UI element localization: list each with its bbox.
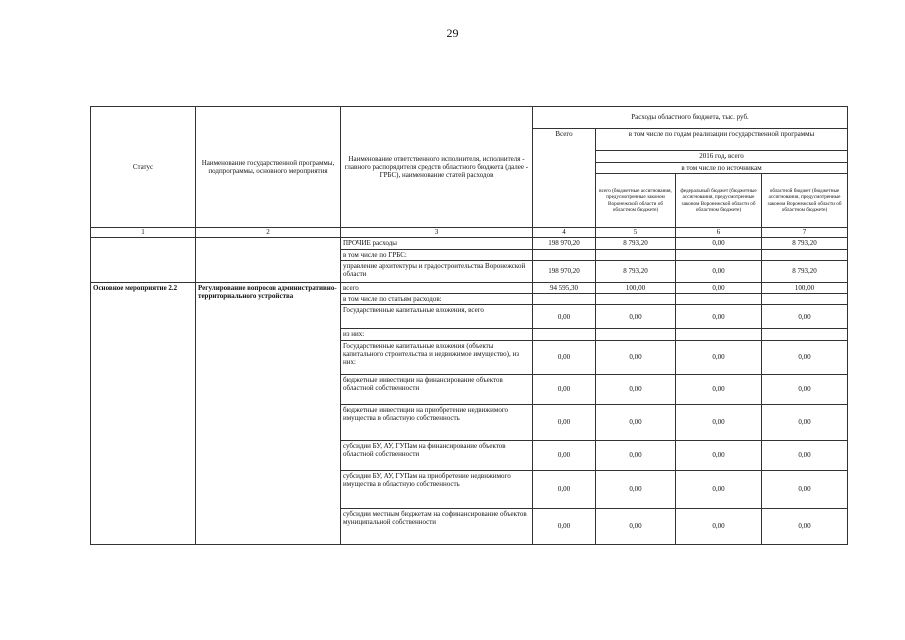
value-2016-federal: 0,00 (676, 374, 762, 404)
table-row (91, 237, 848, 249)
value-2016-regional: 0,00 (762, 374, 848, 404)
header-executor: Наименование ответственного исполнителя, исполнителя - главного распорядителя средств областного бюджета (далее - ГРБС), наименование статей расходов (341, 107, 533, 228)
value-2016-all: 0,00 (596, 440, 676, 470)
header-total: Всего (533, 129, 596, 228)
value-total (533, 329, 596, 340)
column-number: 4 (533, 228, 596, 237)
value-2016-regional: 8 793,20 (762, 237, 848, 249)
header-by-years: в том числе по годам реализации государственной программы (596, 129, 848, 151)
value-2016-all: 0,00 (596, 404, 676, 440)
value-2016-federal: 0,00 (676, 282, 762, 293)
status-cell (91, 237, 196, 282)
value-2016-all: 8 793,20 (596, 260, 676, 282)
row-label: Государственные капитальные вложения (объекты капитального строительства и недвижимое имущество), из них: (341, 340, 533, 374)
value-2016-regional (762, 329, 848, 340)
row-label: субсидии местным бюджетам на софинансирование объектов муниципальной собственности (341, 508, 533, 544)
column-number: 1 (91, 228, 196, 237)
value-2016-all: 0,00 (596, 340, 676, 374)
value-2016-all: 100,00 (596, 282, 676, 293)
value-2016-regional: 100,00 (762, 282, 848, 293)
row-label: в том числе по статьям расходов: (341, 294, 533, 305)
value-2016-federal: 0,00 (676, 260, 762, 282)
column-number: 5 (596, 228, 676, 237)
value-2016-regional: 0,00 (762, 470, 848, 508)
header-source-regional: областной бюджет (бюджетные ассигнования, предусмотренные законом Воронежской области об областном бюджете) (762, 174, 848, 228)
value-2016-regional: 0,00 (762, 340, 848, 374)
row-label: субсидии БУ, АУ, ГУПам на приобретение недвижимого имущества в областную собственность (341, 470, 533, 508)
value-2016-federal: 0,00 (676, 237, 762, 249)
value-2016-regional: 0,00 (762, 440, 848, 470)
header-expenses: Расходы областного бюджета, тыс. руб. (533, 107, 848, 129)
value-total: 198 970,20 (533, 237, 596, 249)
value-total: 0,00 (533, 340, 596, 374)
value-2016-all (596, 249, 676, 260)
page-number: 29 (446, 26, 459, 40)
table-row (91, 282, 848, 293)
column-number: 7 (762, 228, 848, 237)
row-label: ПРОЧИЕ расходы (341, 237, 533, 249)
value-2016-all: 8 793,20 (596, 237, 676, 249)
column-number: 3 (341, 228, 533, 237)
value-2016-regional: 8 793,20 (762, 260, 848, 282)
value-total: 0,00 (533, 470, 596, 508)
value-total: 0,00 (533, 305, 596, 329)
value-2016-all (596, 329, 676, 340)
value-total (533, 249, 596, 260)
value-2016-all (596, 294, 676, 305)
value-2016-federal: 0,00 (676, 440, 762, 470)
header-source-all: всего (бюджетные ассигнования, предусмотренные законом Воронежской области об областном бюджете) (596, 174, 676, 228)
value-2016-federal (676, 294, 762, 305)
value-2016-regional: 0,00 (762, 508, 848, 544)
value-total: 0,00 (533, 508, 596, 544)
row-label: бюджетные инвестиции на приобретение недвижимого имущества в областную собственность (341, 404, 533, 440)
row-label: в том числе по ГРБС: (341, 249, 533, 260)
value-total (533, 294, 596, 305)
row-label: всего (341, 282, 533, 293)
value-2016-regional (762, 249, 848, 260)
value-total: 94 595,30 (533, 282, 596, 293)
value-2016-federal: 0,00 (676, 508, 762, 544)
column-number: 6 (676, 228, 762, 237)
row-label: управление архитектуры и градостроительства Воронежской области (341, 260, 533, 282)
value-2016-all: 0,00 (596, 508, 676, 544)
value-2016-federal: 0,00 (676, 470, 762, 508)
header-status: Статус (91, 107, 196, 228)
value-2016-federal: 0,00 (676, 305, 762, 329)
value-2016-federal (676, 249, 762, 260)
value-total: 198 970,20 (533, 260, 596, 282)
header-source-federal: федеральный бюджет (бюджетные ассигнования, предусмотренные законом Воронежской области об областном бюджете) (676, 174, 762, 228)
measure-status: Основное мероприятие 2.2 (91, 282, 196, 544)
program-cell (196, 237, 341, 282)
header-year: 2016 год, всего (596, 151, 848, 163)
row-label: бюджетные инвестиции на финансирование объектов областной собственности (341, 374, 533, 404)
value-2016-all: 0,00 (596, 305, 676, 329)
value-total: 0,00 (533, 404, 596, 440)
value-2016-federal: 0,00 (676, 340, 762, 374)
header-by-sources: в том числе по источникам (596, 163, 848, 174)
value-total: 0,00 (533, 440, 596, 470)
value-2016-regional (762, 294, 848, 305)
value-2016-regional: 0,00 (762, 305, 848, 329)
budget-table (90, 106, 848, 545)
value-2016-federal (676, 329, 762, 340)
row-label: Государственные капитальные вложения, всего (341, 305, 533, 329)
value-total: 0,00 (533, 374, 596, 404)
value-2016-regional: 0,00 (762, 404, 848, 440)
column-number: 2 (196, 228, 341, 237)
row-label: субсидии БУ, АУ, ГУПам на финансирование объектов областной собственности (341, 440, 533, 470)
row-label: из них: (341, 329, 533, 340)
measure-name: Регулирование вопросов административно-территориального устройства (196, 282, 341, 544)
value-2016-all: 0,00 (596, 470, 676, 508)
value-2016-federal: 0,00 (676, 404, 762, 440)
value-2016-all: 0,00 (596, 374, 676, 404)
header-program-name: Наименование государственной программы, подпрограммы, основного мероприятия (196, 107, 341, 228)
